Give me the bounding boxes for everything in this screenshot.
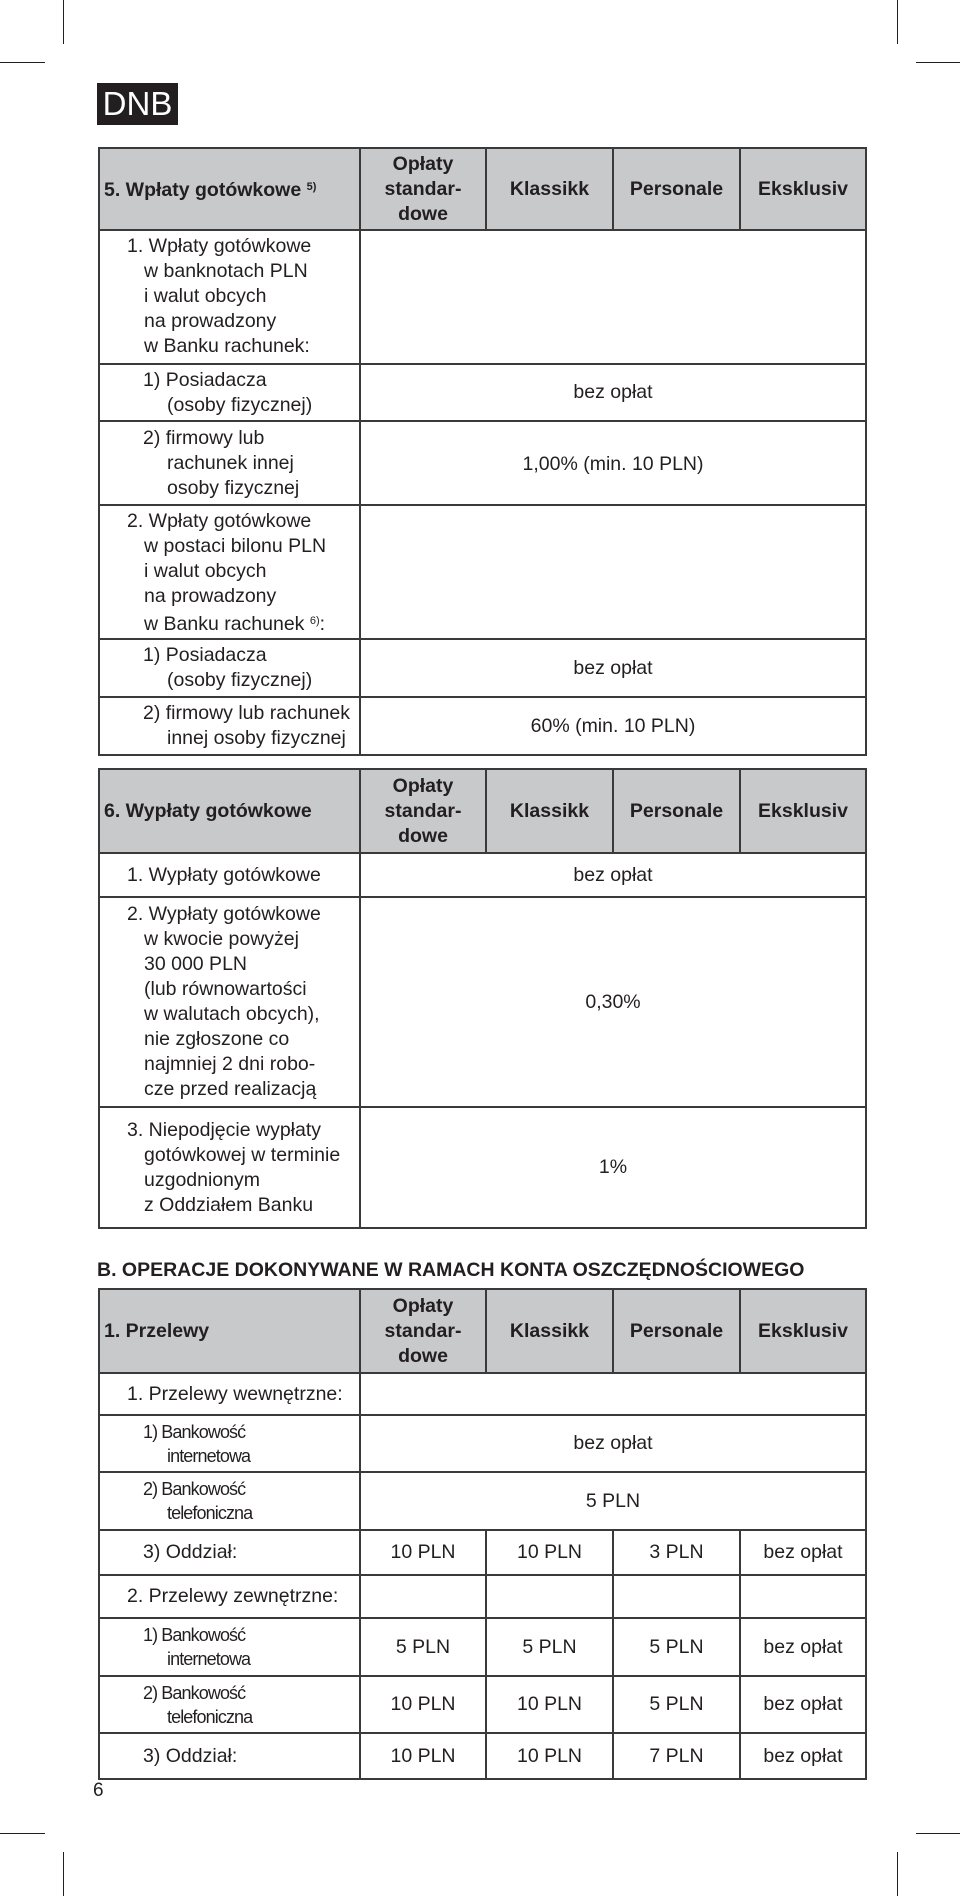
cell-standard: 5 PLN [360,1618,486,1676]
row-label: 1) Bankowość internetowa [99,1415,360,1472]
table-row [99,1472,866,1530]
cell-standard: 10 PLN [360,1676,486,1733]
table-row [99,1575,866,1618]
row-label: 3) Oddział: [99,1530,360,1575]
cell-ekskluziv: bez opłat [740,1530,866,1575]
row-label: 2. Wpłaty gotówkowe w postaci bilonu PLN i walut obcych na prowadzony w Banku rachunek $^{6)}$: [99,505,360,639]
empty-cell [613,1575,740,1618]
header-ekskluziv: Eksklusiv [740,1289,866,1373]
row-value: bez opłat [360,364,866,421]
crop-mark [0,62,45,63]
cash-withdrawals-table [98,768,867,1229]
table-header-row [99,769,866,853]
dnb-logo: DNB [97,83,178,125]
row-label: 1. Wpłaty gotówkowe w banknotach PLN i walut obcych na prowadzony w Banku rachunek: [99,230,360,364]
header-klassikk: Klassikk [486,769,613,853]
cell-klassikk: 5 PLN [486,1618,613,1676]
cell-ekskluziv: bez opłat [740,1618,866,1676]
table-row [99,639,866,697]
header-standard-fees: Opłaty standar- dowe [360,769,486,853]
table-row [99,1733,866,1779]
crop-mark [897,1852,898,1896]
cash-deposits-table [98,147,867,756]
table-row [99,697,866,755]
row-value [360,1373,866,1415]
table-row [99,1373,866,1415]
page-number: 6 [93,1780,104,1801]
row-value: bez opłat [360,1415,866,1472]
header-standard-fees: Opłaty standar- dowe [360,1289,486,1373]
row-label: 1) Posiadacza (osoby fizycznej) [99,364,360,421]
empty-cell [740,1575,866,1618]
table-row [99,853,866,897]
row-label: 2. Wypłaty gotówkowe w kwocie powyżej 30 000 PLN (lub równowartości w walutach obcych), nie zgłoszone co najmniej 2 dni robo- cze przed realizacją [99,897,360,1107]
table-row [99,364,866,421]
row-label: 2) Bankowość telefoniczna [99,1472,360,1530]
table-row [99,1618,866,1676]
header-ekskluziv: Eksklusiv [740,148,866,230]
row-value: 1% [360,1107,866,1228]
cell-ekskluziv: bez opłat [740,1733,866,1779]
table-row [99,897,866,1107]
table-row [99,1676,866,1733]
row-value: 60% (min. 10 PLN) [360,697,866,755]
empty-cell [360,1575,486,1618]
header-klassikk: Klassikk [486,148,613,230]
row-value: bez opłat [360,853,866,897]
row-label: 3) Oddział: [99,1733,360,1779]
table-row [99,421,866,505]
row-value: 1,00% (min. 10 PLN) [360,421,866,505]
row-value [360,505,866,639]
row-value: 5 PLN [360,1472,866,1530]
row-value [360,230,866,364]
header-standard-fees: Opłaty standar- dowe [360,148,486,230]
row-label: 1. Wypłaty gotówkowe [99,853,360,897]
empty-cell [486,1575,613,1618]
cell-klassikk: 10 PLN [486,1733,613,1779]
table-title: 5. Wpłaty gotówkowe $^{5)}$ [99,148,360,230]
cell-klassikk: 10 PLN [486,1676,613,1733]
table-row [99,1107,866,1228]
cell-standard: 10 PLN [360,1530,486,1575]
row-label: 2) firmowy lub rachunek innej osoby fizycznej [99,697,360,755]
row-label: 2) Bankowość telefoniczna [99,1676,360,1733]
crop-mark [0,1833,45,1834]
header-ekskluziv: Eksklusiv [740,769,866,853]
crop-mark [63,1852,64,1896]
section-title: B. OPERACJE DOKONYWANE W RAMACH KONTA OSZCZĘDNOŚCIOWEGO [97,1259,805,1281]
cell-klassikk: 10 PLN [486,1530,613,1575]
crop-mark [916,62,960,63]
cell-personale: 5 PLN [613,1618,740,1676]
header-personale: Personale [613,769,740,853]
row-label: 3. Niepodjęcie wypłaty gotówkowej w terminie uzgodnionym z Oddziałem Banku [99,1107,360,1228]
cell-personale: 7 PLN [613,1733,740,1779]
table-title: 1. Przelewy [99,1289,360,1373]
cell-ekskluziv: bez opłat [740,1676,866,1733]
row-label: 1. Przelewy wewnętrzne: [99,1373,360,1415]
table-row [99,1415,866,1472]
row-value: bez opłat [360,639,866,697]
crop-mark [897,0,898,44]
cell-personale: 5 PLN [613,1676,740,1733]
table-header-row [99,1289,866,1373]
table-row [99,505,866,639]
row-value: 0,30% [360,897,866,1107]
cell-personale: 3 PLN [613,1530,740,1575]
row-label: 2) firmowy lub rachunek innej osoby fizycznej [99,421,360,505]
table-title: 6. Wypłaty gotówkowe [99,769,360,853]
header-klassikk: Klassikk [486,1289,613,1373]
table-row [99,1530,866,1575]
cell-standard: 10 PLN [360,1733,486,1779]
table-row [99,230,866,364]
row-label: 2. Przelewy zewnętrzne: [99,1575,360,1618]
row-label: 1) Bankowość internetowa [99,1618,360,1676]
table-header-row [99,148,866,230]
row-label: 1) Posiadacza (osoby fizycznej) [99,639,360,697]
header-personale: Personale [613,1289,740,1373]
crop-mark [63,0,64,44]
crop-mark [916,1833,960,1834]
header-personale: Personale [613,148,740,230]
transfers-table [98,1288,867,1780]
